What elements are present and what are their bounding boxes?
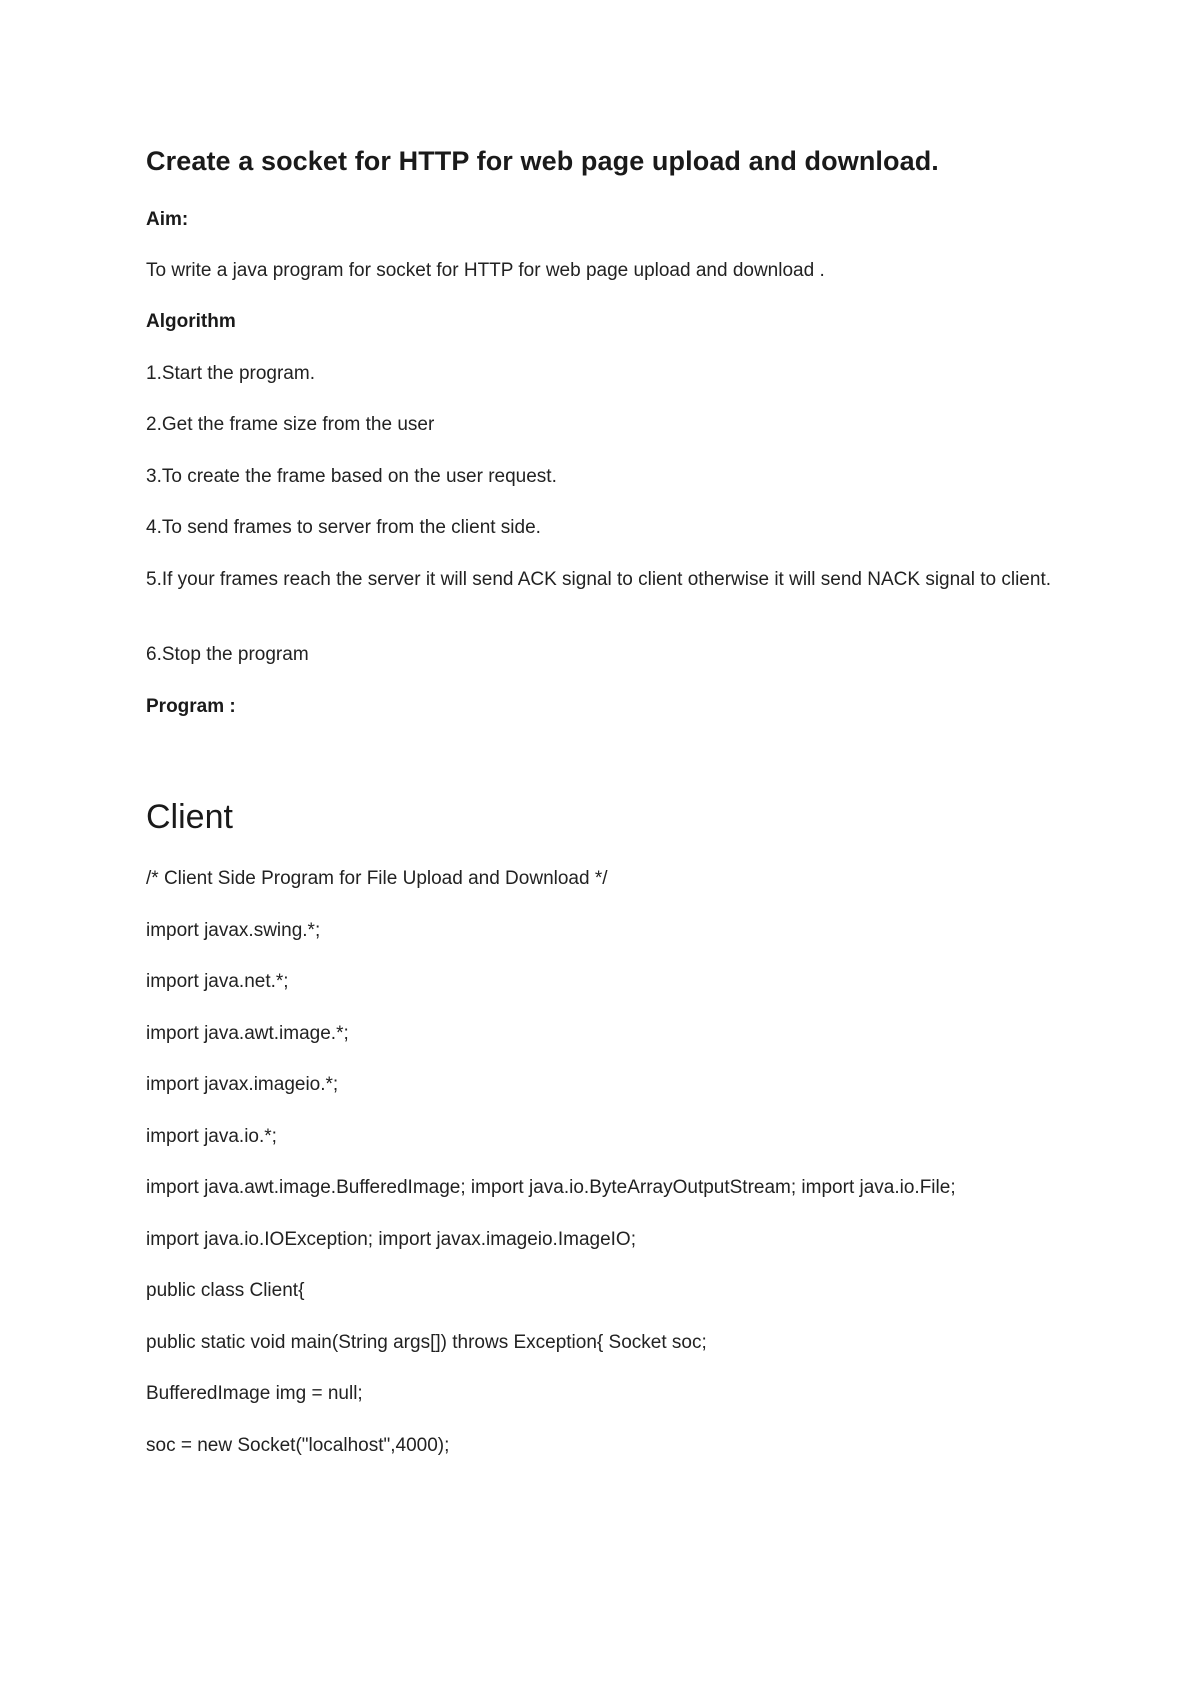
aim-label: Aim:: [146, 209, 189, 230]
code-line: import java.awt.image.BufferedImage; import java.io.ByteArrayOutputStream; import java.io.File;: [146, 1177, 956, 1198]
code-line: soc = new Socket("localhost",4000);: [146, 1435, 450, 1456]
algorithm-step: 1.Start the program.: [146, 363, 315, 384]
algorithm-label: Algorithm: [146, 311, 236, 332]
page-title: Create a socket for HTTP for web page upload and download.: [146, 146, 939, 176]
algorithm-step: 3.To create the frame based on the user request.: [146, 466, 557, 487]
algorithm-step: 5.If your frames reach the server it will send ACK signal to client otherwise it will send NACK signal to client.: [146, 569, 1051, 590]
algorithm-step: 2.Get the frame size from the user: [146, 414, 435, 435]
code-line: import java.io.IOException; import javax.imageio.ImageIO;: [146, 1229, 636, 1250]
code-line: public class Client{: [146, 1280, 305, 1301]
code-line: import javax.imageio.*;: [146, 1074, 339, 1095]
code-line: import java.net.*;: [146, 971, 289, 992]
code-line: import java.io.*;: [146, 1126, 277, 1147]
code-line: /* Client Side Program for File Upload and Download */: [146, 868, 608, 889]
program-label: Program :: [146, 696, 236, 717]
client-heading: Client: [146, 798, 233, 836]
code-line: public static void main(String args[]) throws Exception{ Socket soc;: [146, 1332, 707, 1353]
code-line: import java.awt.image.*;: [146, 1023, 349, 1044]
code-line: import javax.swing.*;: [146, 920, 321, 941]
code-line: BufferedImage img = null;: [146, 1383, 363, 1404]
aim-text: To write a java program for socket for HTTP for web page upload and download .: [146, 260, 825, 281]
algorithm-step: 4.To send frames to server from the client side.: [146, 517, 541, 538]
algorithm-step: 6.Stop the program: [146, 644, 309, 665]
